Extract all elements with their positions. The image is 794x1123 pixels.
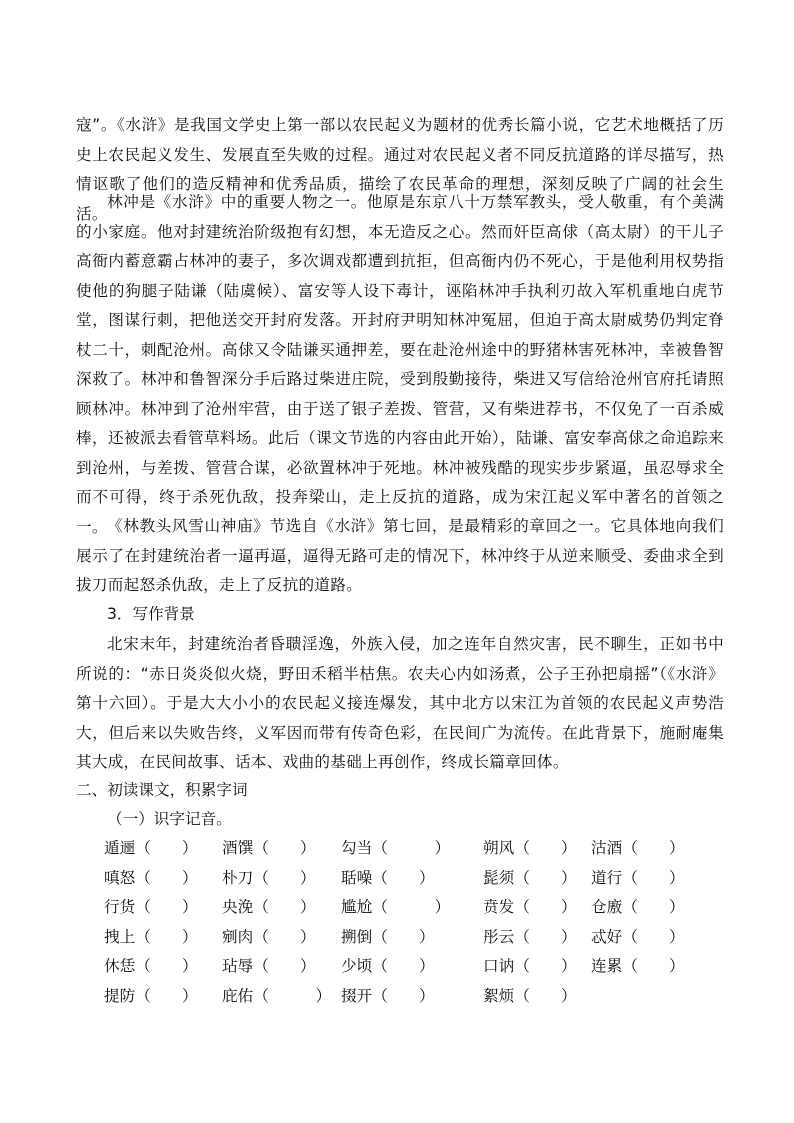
vocab-item: 口讷（ ）	[483, 957, 577, 975]
vocab-item: 剜肉（ ）	[222, 927, 316, 946]
vocab-row	[0, 864, 794, 894]
excerpt-paragraph: 《林教头风雪山神庙》节选自《水浒》第七回，是最精彩的章回之一。它具体地向我们展示了在封建统治者一逼再逼，逼得无路可走的情况下，林冲终于从逆来顺受、委曲求全到拔刀而起怒杀仇敌，走上了反抗的道路。	[76, 517, 724, 594]
vocab-item: 连累（ ）	[591, 957, 685, 975]
vocab-item: 尴尬（ ）	[341, 898, 451, 916]
vocab-item: 忒好（ ）	[591, 927, 685, 946]
vocab-item: 贲发（ ）	[483, 898, 577, 916]
vocab-item: 提防（ ）	[104, 986, 198, 1005]
section-heading-background: 3．写作背景	[107, 605, 195, 623]
section-heading-vocab: 二、初读课文，积累字词	[76, 781, 248, 799]
vocab-item: 庇佑（ ）	[222, 986, 332, 1005]
vocab-item: 聒噪（ ）	[341, 868, 435, 887]
vocab-item: 朔风（ ）	[483, 839, 577, 857]
vocab-item: 休恁（ ）	[104, 957, 198, 975]
vocab-item: 玷辱（ ）	[222, 957, 316, 975]
vocab-row	[0, 952, 794, 982]
vocab-item: 道行（ ）	[591, 868, 685, 887]
vocab-item: 勾当（ ）	[341, 839, 451, 857]
vocab-item: 沽酒（ ）	[591, 839, 685, 857]
vocab-item: 酒馔（ ）	[222, 839, 316, 857]
vocab-item: 央浼（ ）	[222, 898, 316, 916]
vocab-item: 搠倒（ ）	[341, 927, 435, 946]
vocab-item: 掇开（ ）	[341, 986, 435, 1005]
vocab-item: 遁逦（ ）	[104, 839, 198, 857]
subheading-pronunciation: （一）识字记音。	[107, 810, 232, 828]
vocab-grid	[0, 834, 794, 1011]
vocab-row	[0, 834, 794, 864]
vocab-item: 仓廒（ ）	[591, 898, 685, 916]
vocab-row	[0, 893, 794, 923]
lin-chong-paragraph: 林冲是《水浒》中的重要人物之一。他原是东京八十万禁军教头，受人敬重，有个美满的小家庭。他对封建统治阶级抱有幻想，本无造反之心。然而奸臣高俅（高太尉）的干儿子高衙内蓄意霸占林冲的妻子，多次调戏都遭到抗拒，但高衙内仍不死心，于是他利用权势指使他的狗腿子陆谦（陆虞候）、富安等人设下毒计，诬陷林冲手执利刃故入军机重地白虎节堂，图谋行刺，把他送交开封府发落。开封府尹明知林冲冤屈，但迫于高太尉威势仍判定脊杖二十，刺配沧州。高俅又令陆谦买通押差，要在赴沧州途中的野猪林害死林冲，幸被鲁智深救了。林冲和鲁智深分手后路过柴进庄院，受到殷勤接待，柴进又写信给沧州官府托请照顾林冲。林冲到了沧州牢营，由于送了银子差拨、管营，又有柴进荐书，不仅免了一百杀威棒，还被派去看管草料场。此后（课文节选的内容由此开始），陆谦、富安奉高俅之命追踪来到沧州，与差拨、管营合谋，必欲置林冲于死地。林冲被残酷的现实步步紧逼，虽忍辱求全而不可得，终于杀死仇敌，投奔梁山，走上反抗的道路，成为宋江起义军中著名的首领之一。	[76, 193, 724, 536]
vocab-item: 朴刀（ ）	[222, 868, 316, 887]
vocab-item: 彤云（ ）	[483, 927, 577, 946]
vocab-item: 髭须（ ）	[483, 868, 577, 887]
vocab-row	[0, 923, 794, 953]
vocab-item: 絮烦（ ）	[483, 986, 577, 1005]
vocab-row	[0, 982, 794, 1012]
vocab-item: 行货（ ）	[104, 898, 198, 916]
vocab-item: 少顷（ ）	[341, 957, 435, 975]
vocab-item: 拽上（ ）	[104, 927, 198, 946]
vocab-item: 嗔怒（ ）	[104, 868, 198, 887]
background-paragraph: 北宋末年，封建统治者昏聩淫逸，外族入侵，加之连年自然灾害，民不聊生，正如书中所说的：“赤日炎炎似火烧，野田禾稻半枯焦。农夫心内如汤煮，公子王孙把扇摇”（《水浒》第十六回）。于是大大小小的农民起义接连爆发，其中北方以宋江为首领的农民起义声势浩大，但后来以失败告终，义军因而带有传奇色彩，在民间广为流传。在此背景下，施耐庵集其大成，在民间故事、话本、戏曲的基础上再创作，终成长篇章回体。	[76, 635, 724, 771]
intro-paragraph: 寇”。《水浒》是我国文学史上第一部以农民起义为题材的优秀长篇小说，它艺术地概括了历史上农民起义发生、发展直至失败的过程。通过对农民起义者不同反抗道路的详尽描写，热情讴歌了他们的造反精神和优秀品质，描绘了农民革命的理想，深刻反映了广阔的社会生活。	[76, 116, 724, 223]
